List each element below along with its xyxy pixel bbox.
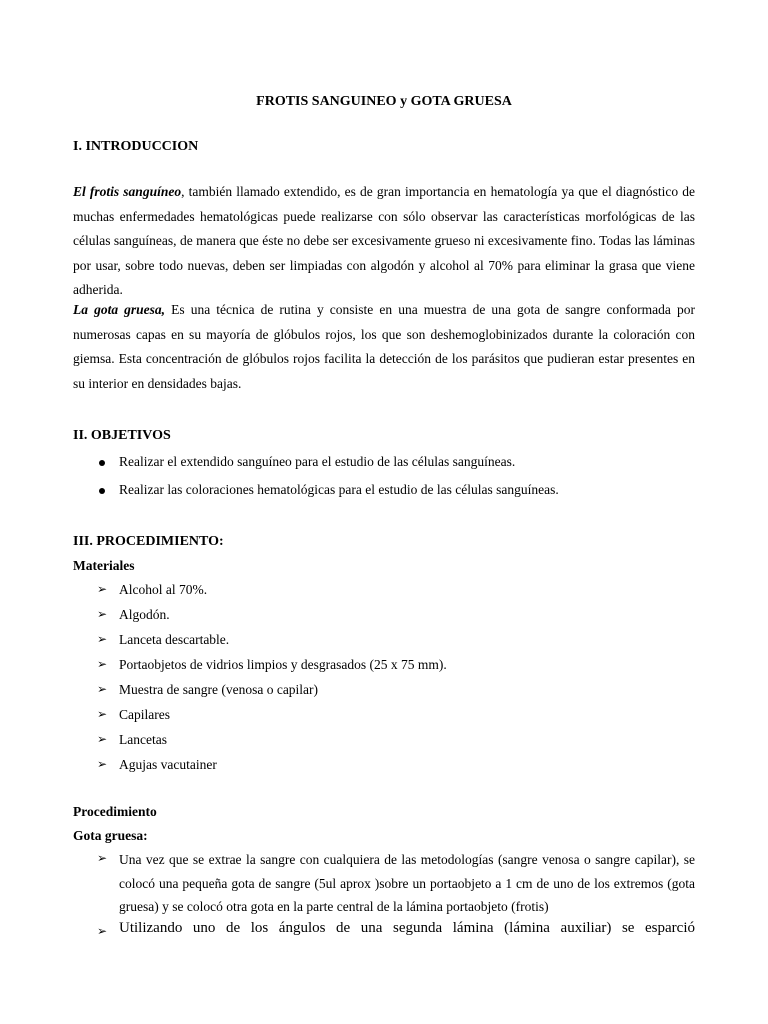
bullet-dot-icon (99, 460, 105, 466)
intro-paragraph-frotis (73, 180, 695, 303)
bullet-dot-icon (99, 488, 105, 494)
list-item: Realizar las coloraciones hematológicas para el estudio de las células sanguíneas. (119, 482, 559, 497)
arrow-bullet-icon: ➢ (97, 657, 108, 671)
procedimiento-label: Procedimiento (73, 804, 157, 819)
arrow-bullet-icon: ➢ (97, 924, 108, 938)
intro-paragraph-gota (73, 298, 695, 396)
gota-lead: La gota gruesa, (73, 302, 166, 317)
arrow-bullet-icon: ➢ (97, 707, 108, 721)
list-item: Lanceta descartable. (119, 632, 230, 647)
arrow-bullet-icon: ➢ (97, 607, 108, 621)
list-item: Muestra de sangre (venosa o capilar) (119, 682, 319, 697)
list-item: Realizar el extendido sanguíneo para el estudio de las células sanguíneas. (119, 454, 516, 469)
frotis-text: , también llamado extendido, es de gran importancia en hematología ya que el diagnóstico de muchas enfermedades hematológicas puede realizarse con sólo observar las características morfológicas de las células sanguíneas, de manera que éste no debe ser excesivamente grueso ni excesivamente fino. Todas las láminas por usar, sobre todo nuevas, deben ser limpiadas con algodón y alcohol al 70% para eliminar la grasa que viene adherida. (73, 184, 695, 297)
materiales-label: Materiales (73, 558, 135, 573)
intro-heading: I. INTRODUCCION (73, 139, 199, 154)
arrow-bullet-icon: ➢ (97, 757, 108, 771)
procedimiento-heading: III. PROCEDIMIENTO: (73, 534, 224, 549)
arrow-bullet-icon: ➢ (97, 732, 108, 746)
list-item: Portaobjetos de vidrios limpios y desgrasados (25 x 75 mm). (119, 657, 447, 672)
list-item: Lancetas (119, 732, 167, 747)
arrow-bullet-icon: ➢ (97, 632, 108, 646)
gota-gruesa-label: Gota gruesa: (73, 828, 148, 843)
list-item: Capilares (119, 707, 170, 722)
gota-text: Es una técnica de rutina y consiste en una muestra de una gota de sangre conformada por numerosas capas en su mayoría de glóbulos rojos, los que son deshemoglobinizados durante la coloración con giemsa. Esta concentración de glóbulos rojos facilita la detección de los parásitos que pudieran estar presentes en su interior en densidades bajas. (73, 302, 695, 391)
arrow-bullet-icon: ➢ (97, 682, 108, 696)
list-item: Agujas vacutainer (119, 757, 217, 772)
arrow-bullet-icon: ➢ (97, 851, 108, 865)
document-title: FROTIS SANGUINEO y GOTA GRUESA (256, 94, 512, 109)
objetivos-heading: II. OBJETIVOS (73, 428, 171, 443)
list-item: Alcohol al 70%. (119, 582, 208, 597)
list-item: Utilizando uno de los ángulos de una segunda lámina (lámina auxiliar) se esparció (119, 920, 695, 936)
arrow-bullet-icon: ➢ (97, 582, 108, 596)
list-item: Una vez que se extrae la sangre con cualquiera de las metodologías (sangre venosa o sangre capilar), se colocó una pequeña gota de sangre (5ul aprox )sobre un portaobjeto a 1 cm de uno de los extremos (gota gruesa) y se colocó otra gota en la parte central de la lámina portaobjeto (frotis) (119, 852, 695, 914)
list-item: Algodón. (119, 607, 170, 622)
frotis-lead: El frotis sanguíneo (73, 184, 182, 199)
